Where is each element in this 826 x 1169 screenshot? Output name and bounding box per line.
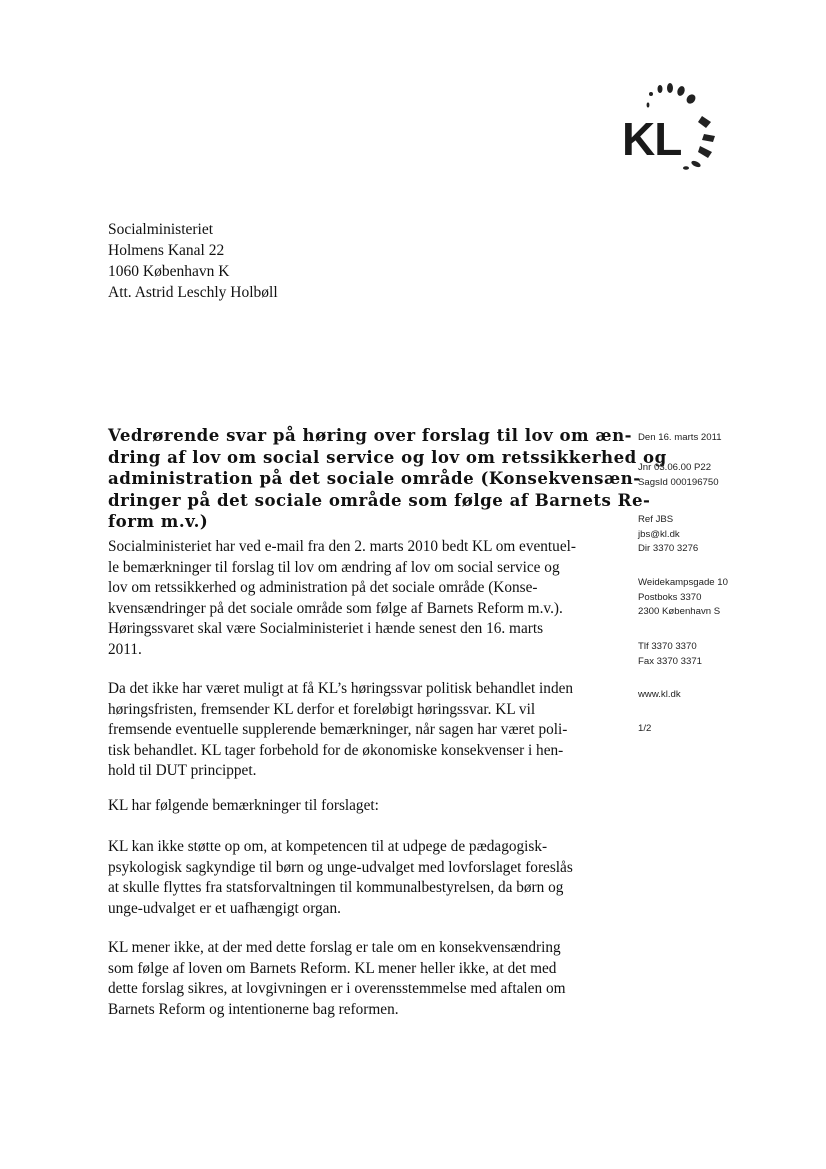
- recipient-line: Socialministeriet: [108, 221, 214, 238]
- case-id: SagsId 000196750: [638, 476, 719, 488]
- direct-phone: Dir 3370 3276: [638, 543, 699, 555]
- fax: Fax 3370 3371: [638, 655, 703, 667]
- recipient-line: Att. Astrid Leschly Holbøll: [108, 284, 278, 301]
- paragraph-1: [108, 537, 598, 660]
- sidebar-phone: [638, 640, 702, 669]
- journal-number: Jnr 03.06.00 P22: [638, 462, 712, 473]
- text-line: tisk behandlet. KL tager forbehold for de økonomiske konsekvenser i hen-: [108, 741, 564, 759]
- text-line: Høringssvaret skal være Socialministeriet i hænde senest den 16. marts: [108, 620, 544, 637]
- text-line: lov om retssikkerhed og administration på det sociale område (Konse-: [108, 579, 538, 596]
- text-line: Barnets Reform og intentionerne bag reformen.: [108, 1000, 399, 1018]
- website-link[interactable]: www.kl.dk: [638, 689, 681, 700]
- sidebar-date: Den 16. marts 2011: [638, 432, 722, 443]
- page-number: 1/2: [638, 723, 652, 734]
- text-line: at skulle flyttes fra statsforvaltningen til kommunalbestyrelsen, da børn og: [108, 879, 564, 896]
- subject-line: dring af lov om social service og lov om retssikkerhed og: [108, 446, 667, 467]
- text-line: Socialministeriet har ved e-mail fra den 2. marts 2010 bedt KL om eventuel-: [108, 538, 576, 555]
- text-line: unge-udvalget er et uafhængigt organ.: [108, 899, 341, 917]
- reference: Ref JBS: [638, 514, 674, 525]
- paragraph-2: [108, 679, 598, 782]
- text-line: psykologisk sagkyndige til børn og unge-udvalget med lovforslaget foreslås: [108, 858, 573, 876]
- text-line: hold til DUT princippet.: [108, 762, 257, 779]
- recipient-line: Holmens Kanal 22: [108, 242, 225, 259]
- text-line: 2011.: [108, 640, 142, 658]
- text-line: høringsfristen, fremsender KL derfor et foreløbigt høringssvar. KL vil: [108, 700, 536, 718]
- text-line: le bemærkninger til forslag til lov om ændring af lov om social service og: [108, 558, 560, 576]
- text-line: dette forslag sikres, at lovgivningen er i overensstemmelse med aftalen om: [108, 980, 566, 997]
- postbox: Postboks 3370: [638, 591, 702, 603]
- text-line: som følge af loven om Barnets Reform. KL mener heller ikke, at det med: [108, 959, 557, 977]
- text-line: KL har følgende bemærkninger til forslaget:: [108, 797, 379, 814]
- logo-text: KL: [622, 113, 682, 165]
- city: 2300 København S: [638, 606, 721, 618]
- subject-line: administration på det sociale område (Konsekvensæn-: [108, 468, 641, 488]
- telephone: Tlf 3370 3370: [638, 641, 697, 652]
- sidebar-address: [638, 576, 728, 620]
- recipient-line: 1060 København K: [108, 263, 230, 280]
- subject-line: form m.v.): [108, 511, 209, 531]
- email-link[interactable]: jbs@kl.dk: [638, 528, 680, 540]
- paragraph-5: [108, 938, 598, 1020]
- subject-line: Vedrørende svar på høring over forslag til lov om æn-: [108, 425, 633, 445]
- text-line: Da det ikke har været muligt at få KL’s høringssvar politisk behandlet inden: [108, 680, 574, 697]
- text-line: kvensændringer på det sociale område som følge af Barnets Reform m.v.).: [108, 599, 563, 617]
- paragraph-3: [108, 796, 598, 817]
- kl-logo: [618, 78, 730, 176]
- text-line: KL mener ikke, at der med dette forslag er tale om en konsekvensændring: [108, 939, 561, 956]
- paragraph-4: [108, 837, 598, 919]
- sidebar-contact: [638, 513, 698, 557]
- subject-line: dringer på det sociale område som følge af Barnets Re-: [108, 489, 651, 510]
- sidebar-case-info: [638, 461, 719, 490]
- recipient-address: [108, 219, 278, 303]
- text-line: fremsende eventuelle supplerende bemærkninger, når sagen har været poli-: [108, 721, 568, 738]
- street-address: Weidekampsgade 10: [638, 577, 728, 588]
- text-line: KL kan ikke støtte op om, at kompetencen til at udpege de pædagogisk-: [108, 838, 548, 855]
